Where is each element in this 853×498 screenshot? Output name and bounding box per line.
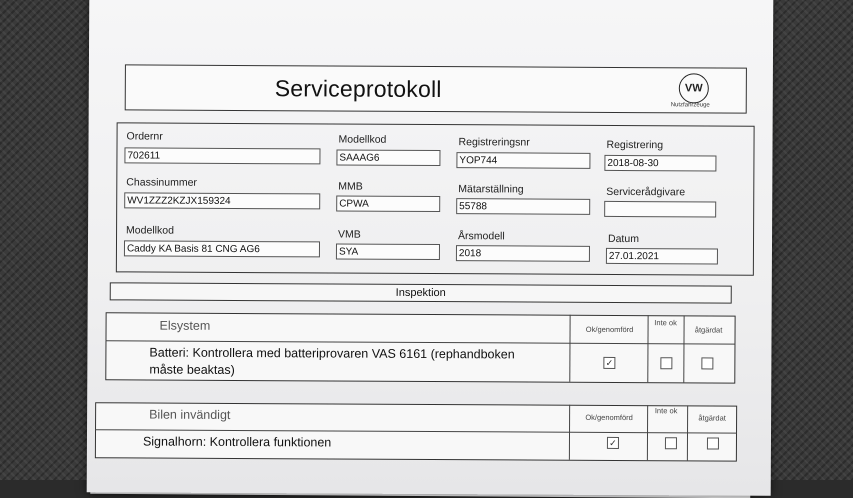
registreringsnr-label: Registreringsnr	[458, 136, 530, 149]
logo-caption: Nutzfahrzeuge	[670, 102, 710, 109]
registrering-label: Registrering	[606, 138, 664, 152]
matarstallning-field: 55788	[456, 198, 590, 215]
modellkod-name-label: Modellkod	[126, 224, 174, 237]
inspection-header: Inspektion	[110, 282, 732, 303]
section-title: Elsystem	[159, 318, 211, 333]
checklist-item-battery-line1: Batteri: Kontrollera med batteriprovaren VAS 6161 (rephandboken	[149, 345, 515, 362]
not-ok-checkbox-battery	[660, 357, 672, 369]
vw-logo-icon	[679, 73, 709, 103]
vw-logo-letters: VW	[684, 82, 703, 95]
vmb-label: VMB	[338, 228, 361, 241]
ok-column-header: Ok/genomförd	[585, 324, 634, 335]
service-document	[87, 0, 774, 496]
fixed-checkbox-battery	[701, 357, 713, 369]
ordernr-label: Ordernr	[126, 130, 163, 143]
document-title: Serviceprotokoll	[274, 75, 442, 103]
checklist-item-signalhorn: Signalhorn: Kontrollera funktionen	[142, 434, 332, 450]
mmb-field: CPWA	[336, 196, 440, 213]
ordernr-field: 702611	[124, 147, 320, 164]
arsmodell-field: 2018	[456, 245, 590, 262]
checklist-item-battery-line2: måste beaktas)	[149, 362, 235, 377]
registreringsnr-field: YOP744	[456, 152, 590, 169]
serviceradgivare-field	[604, 201, 716, 218]
chassinummer-field: WV1ZZZ2KZJX159324	[124, 192, 320, 209]
checkmark-icon: ✓	[609, 437, 617, 448]
modellkod-label: Modellkod	[338, 133, 387, 146]
modellkod-name-field: Caddy KA Basis 81 CNG AG6	[124, 240, 320, 257]
not-ok-column-header: Inte ok	[654, 406, 678, 416]
modellkod-field: SAAAG6	[336, 150, 440, 167]
fixed-column-header: åtgärdat	[694, 325, 723, 335]
fixed-checkbox-signalhorn	[707, 437, 719, 449]
ok-column-header: Ok/genomförd	[585, 412, 633, 423]
vmb-field: SYA	[336, 244, 440, 261]
not-ok-checkbox-signalhorn	[665, 437, 677, 449]
datum-label: Datum	[607, 232, 639, 246]
checkmark-icon: ✓	[605, 357, 614, 368]
registrering-field: 2018-08-30	[604, 155, 716, 172]
ok-checkbox-battery	[603, 357, 615, 369]
datum-field: 27.01.2021	[606, 248, 718, 265]
mmb-label: MMB	[338, 180, 363, 193]
fixed-column-header: åtgärdat	[698, 413, 726, 423]
chassinummer-label: Chassinummer	[126, 176, 197, 189]
arsmodell-label: Årsmodell	[458, 230, 505, 243]
section-title: Bilen invändigt	[149, 407, 231, 422]
serviceradgivare-label: Servicerådgivare	[606, 185, 686, 199]
ok-checkbox-signalhorn	[607, 437, 619, 449]
not-ok-column-header: Inte ok	[654, 318, 677, 328]
matarstallning-label: Mätarställning	[458, 183, 524, 196]
